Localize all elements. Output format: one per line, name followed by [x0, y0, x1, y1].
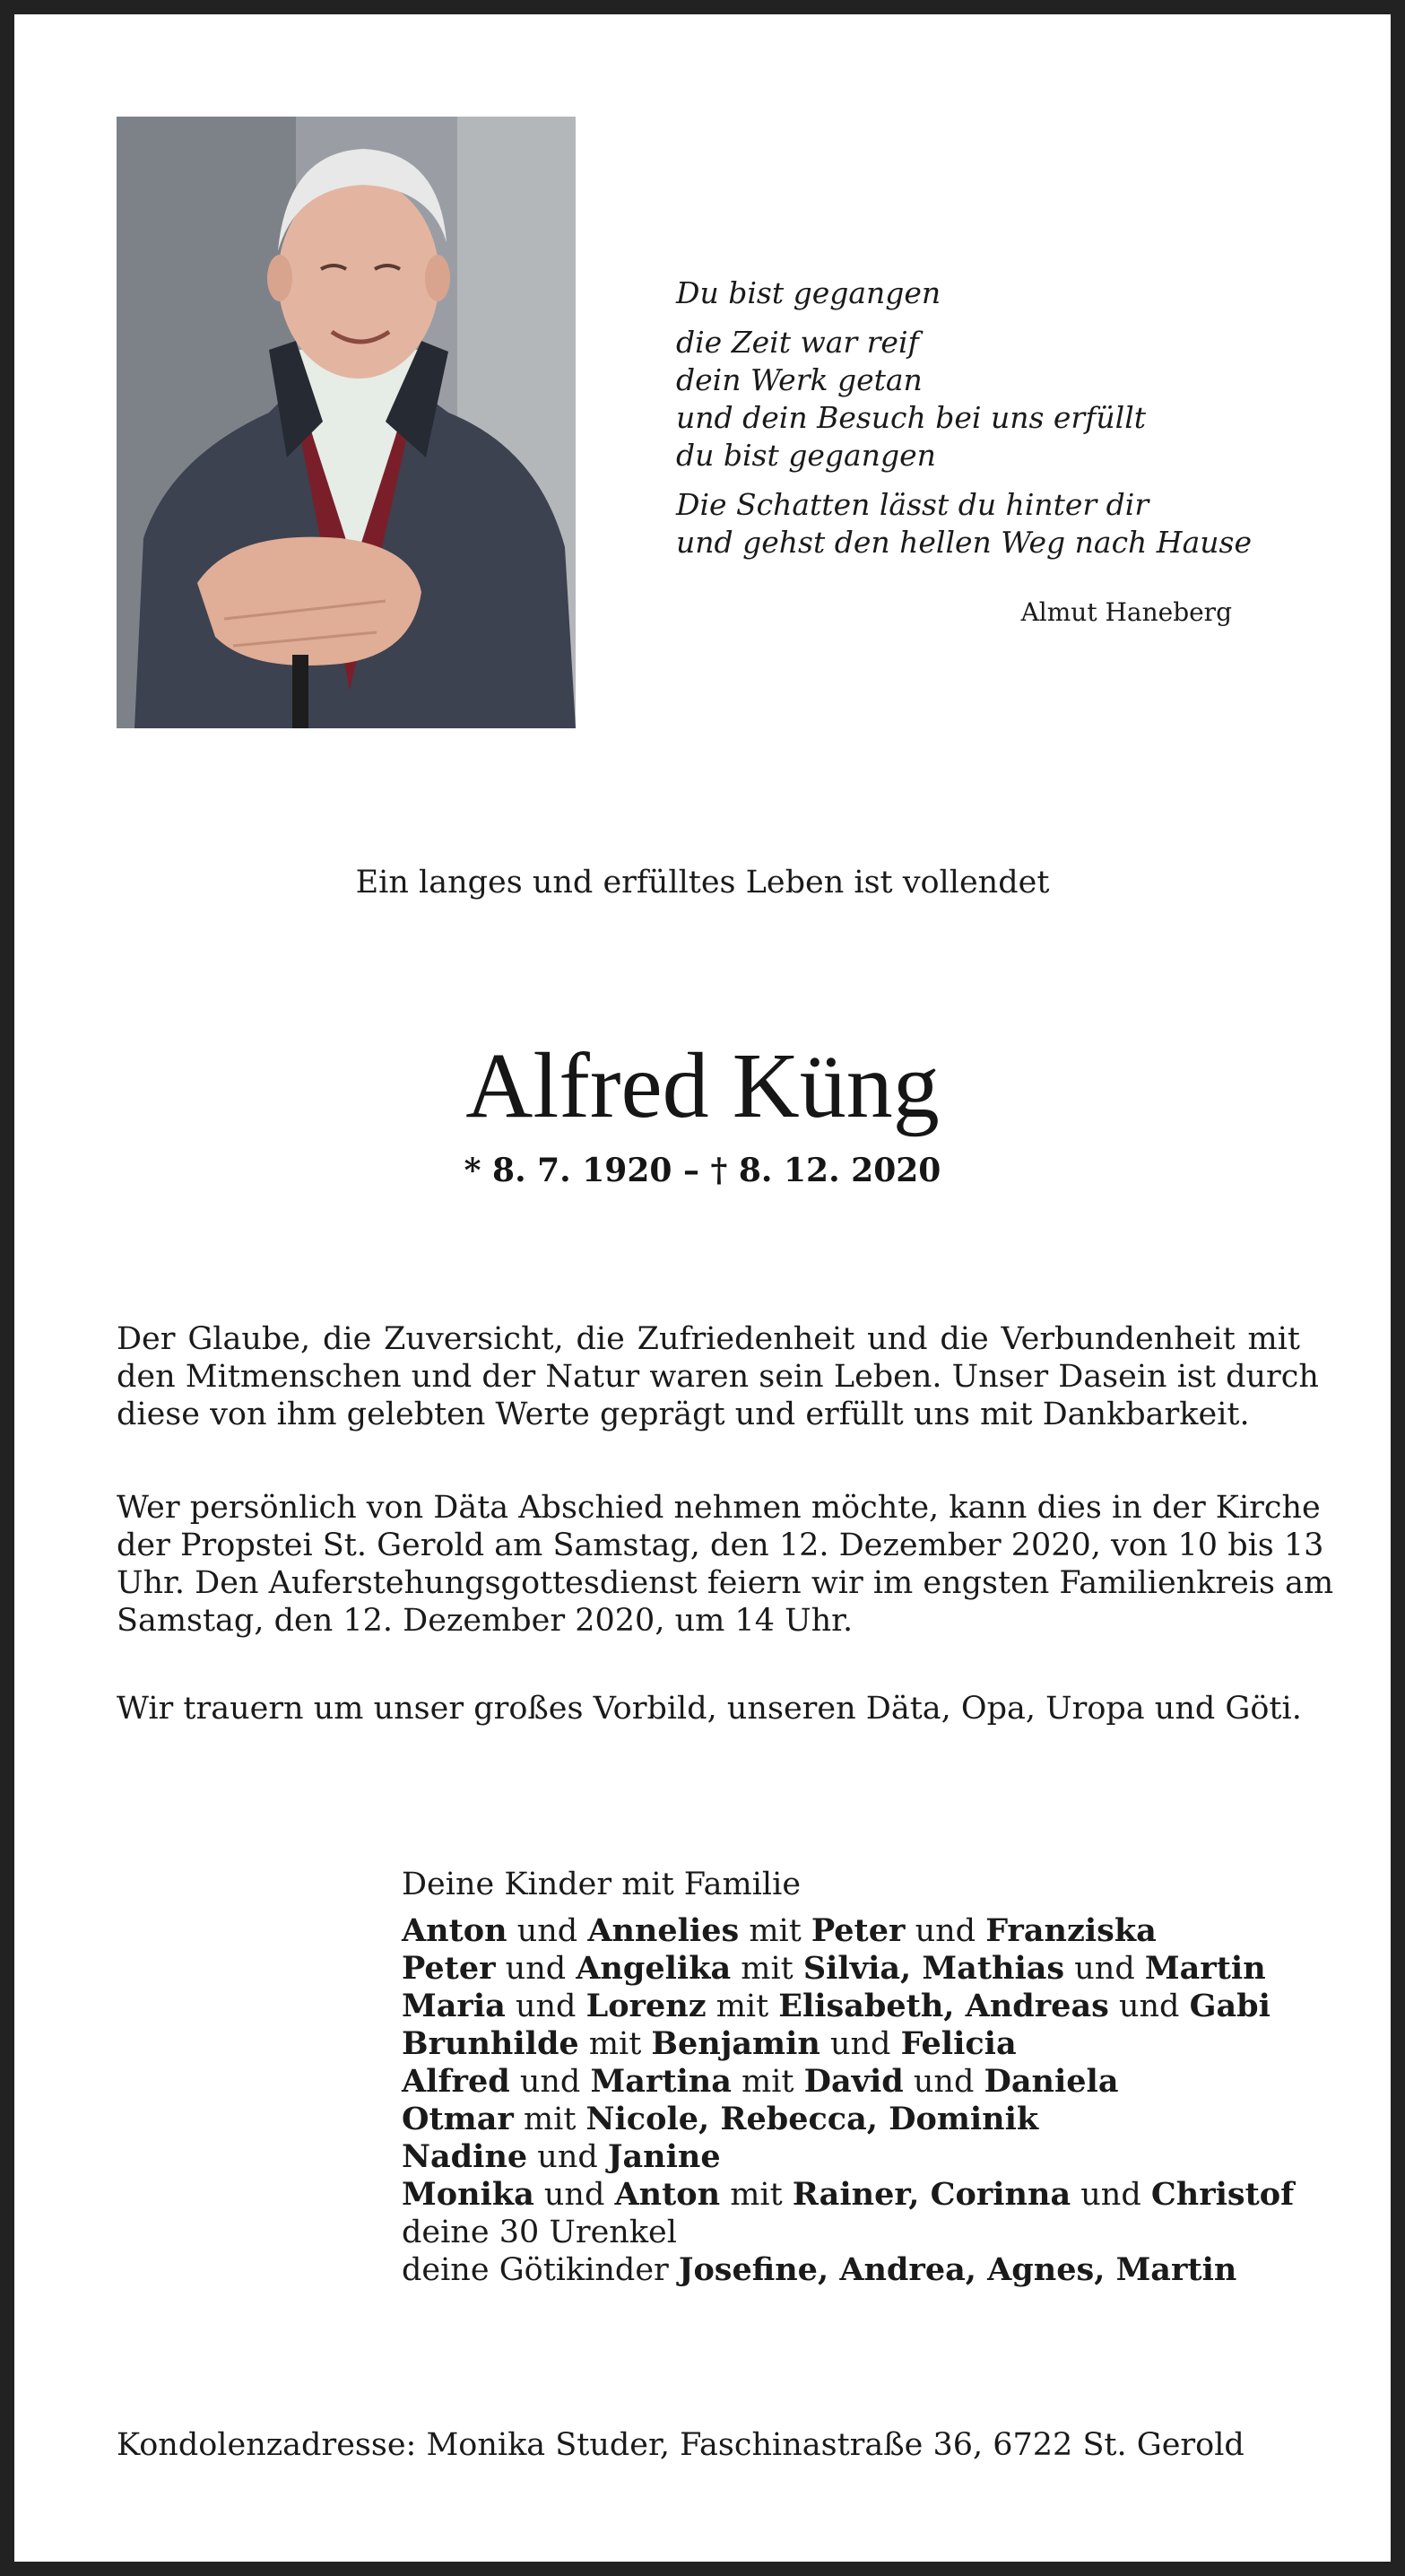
- poem-author: Almut Haneberg: [1020, 597, 1232, 627]
- family-connector: deine 30 Urenkel: [402, 2215, 677, 2250]
- paragraph-line: Wir trauern um unser großes Vorbild, unseren Däta, Opa, Uropa und Göti.: [117, 1691, 1302, 1727]
- paragraph-line: Uhr. Den Auferstehungsgottesdienst feiern wir im engsten Familienkreis am: [117, 1565, 1334, 1601]
- family-row: [402, 2025, 1298, 2063]
- family-member-name: Elisabeth, Andreas: [778, 1988, 1109, 2024]
- portrait-photo: [117, 117, 576, 728]
- family-member-name: Silvia, Mathias: [802, 1950, 1065, 1987]
- family-connector: deine Götikinder: [402, 2252, 679, 2288]
- poem-line: Du bist gegangen: [676, 275, 941, 310]
- family-row: [402, 1912, 1298, 1950]
- family-connector: und: [820, 2026, 901, 2062]
- paragraph-line: Wer persönlich von Däta Abschied nehmen möchte, kann dies in der Kirche: [117, 1490, 1321, 1526]
- family-member-name: Janine: [607, 2138, 721, 2175]
- family-member-name: Peter: [402, 1950, 496, 1987]
- poem-line: und dein Besuch bei uns erfüllt: [676, 400, 1147, 435]
- family-connector: und: [507, 1913, 588, 1949]
- family-connector: mit: [513, 2102, 586, 2137]
- family-member-name: Nadine: [402, 2138, 528, 2175]
- poem: [676, 274, 1252, 573]
- condolence-address: Kondolenzadresse: Monika Studer, Faschinastraße 36, 6722 St. Gerold: [117, 2427, 1245, 2463]
- family-row: [402, 1950, 1298, 1988]
- paragraph-mourning: [117, 1690, 1300, 1727]
- family-intro: Deine Kinder mit Familie: [402, 1867, 802, 1902]
- family-connector: und: [495, 1951, 577, 1987]
- paragraph-farewell: [117, 1489, 1334, 1640]
- family-member-name: Brunhilde: [402, 2025, 579, 2062]
- family-connector: mit: [731, 2064, 804, 2100]
- paragraph-line: diese von ihm gelebten Werte geprägt und erfüllt uns mit Dankbarkeit.: [117, 1397, 1250, 1432]
- family-connector: und: [905, 1913, 986, 1949]
- poem-line: du bist gegangen: [676, 438, 936, 473]
- family-connector: und: [533, 2177, 615, 2213]
- family-member-name: Nicole, Rebecca, Dominik: [585, 2101, 1039, 2137]
- family-member-name: Josefine, Andrea, Agnes, Martin: [678, 2251, 1237, 2288]
- life-dates: * 8. 7. 1920 – † 8. 12. 2020: [464, 1152, 941, 1189]
- family-connector: und: [903, 2064, 984, 2100]
- family-row: [402, 2251, 1298, 2289]
- family-member-name: Anton: [402, 1912, 507, 1949]
- family-member-name: Anton: [614, 2176, 721, 2213]
- family-connector: mit: [706, 1989, 779, 2024]
- family-connector: und: [527, 2139, 608, 2175]
- family-member-name: Peter: [811, 1912, 906, 1949]
- deceased-name: Alfred Küng: [465, 1034, 940, 1137]
- family-member-name: Annelies: [587, 1912, 740, 1949]
- family-list: [402, 1866, 1298, 2289]
- poem-stanza: [676, 324, 1232, 474]
- family-member-name: Benjamin: [651, 2025, 820, 2062]
- family-member-name: Martin: [1144, 1950, 1266, 1987]
- family-member-name: Alfred: [402, 2063, 510, 2100]
- family-connector: und: [1071, 2177, 1151, 2213]
- family-member-name: Daniela: [984, 2063, 1119, 2100]
- family-member-name: Angelika: [576, 1950, 732, 1987]
- family-row: [402, 1988, 1298, 2025]
- family-connector: mit: [731, 1951, 803, 1987]
- family-member-name: Lorenz: [585, 1988, 707, 2024]
- paragraph-line: den Mitmenschen und der Natur waren sein Leben. Unser Dasein ist durch: [117, 1359, 1319, 1395]
- family-connector: mit: [578, 2026, 652, 2062]
- family-connector: und: [505, 1989, 586, 2024]
- tagline: Ein langes und erfülltes Leben ist vollendet: [355, 865, 1050, 901]
- family-member-name: Rainer, Corinna: [792, 2176, 1071, 2213]
- family-row: [402, 2176, 1298, 2214]
- family-member-name: Monika: [402, 2176, 534, 2213]
- family-connector: und: [509, 2064, 591, 2100]
- family-row: [402, 2138, 1298, 2176]
- family-connector: mit: [720, 2177, 793, 2213]
- family-row: [402, 2101, 1298, 2138]
- family-member-name: Felicia: [900, 2025, 1017, 2062]
- obituary-page: [14, 14, 1391, 2562]
- family-rows: [402, 1912, 1298, 2289]
- paragraph-line: Der Glaube, die Zuversicht, die Zufriedenheit und die Verbundenheit mit: [117, 1321, 1300, 1357]
- poem-stanza: [676, 274, 1232, 312]
- family-connector: mit: [739, 1913, 811, 1949]
- family-row: [402, 2214, 1298, 2251]
- family-member-name: Gabi: [1189, 1988, 1271, 2024]
- poem-line: dein Werk getan: [676, 362, 923, 397]
- paragraph-values: [117, 1320, 1319, 1433]
- paragraph-line: Samstag, den 12. Dezember 2020, um 14 Uhr.: [117, 1603, 854, 1639]
- family-member-name: Maria: [402, 1988, 506, 2024]
- family-row: [402, 2063, 1298, 2101]
- family-member-name: David: [803, 2063, 904, 2100]
- family-connector: und: [1108, 1989, 1190, 2024]
- family-member-name: Christof: [1150, 2176, 1295, 2213]
- paragraph-line: der Propstei St. Gerold am Samstag, den 12. Dezember 2020, von 10 bis 13: [117, 1527, 1324, 1563]
- family-member-name: Martina: [590, 2063, 732, 2100]
- family-connector: und: [1064, 1951, 1145, 1987]
- poem-line: die Zeit war reif: [676, 325, 919, 360]
- family-member-name: Franziska: [985, 1912, 1157, 1949]
- poem-stanza: [676, 486, 1252, 561]
- poem-line: Die Schatten lässt du hinter dir: [676, 487, 1149, 522]
- family-member-name: Otmar: [402, 2101, 514, 2137]
- poem-line: und gehst den hellen Weg nach Hause: [676, 525, 1252, 560]
